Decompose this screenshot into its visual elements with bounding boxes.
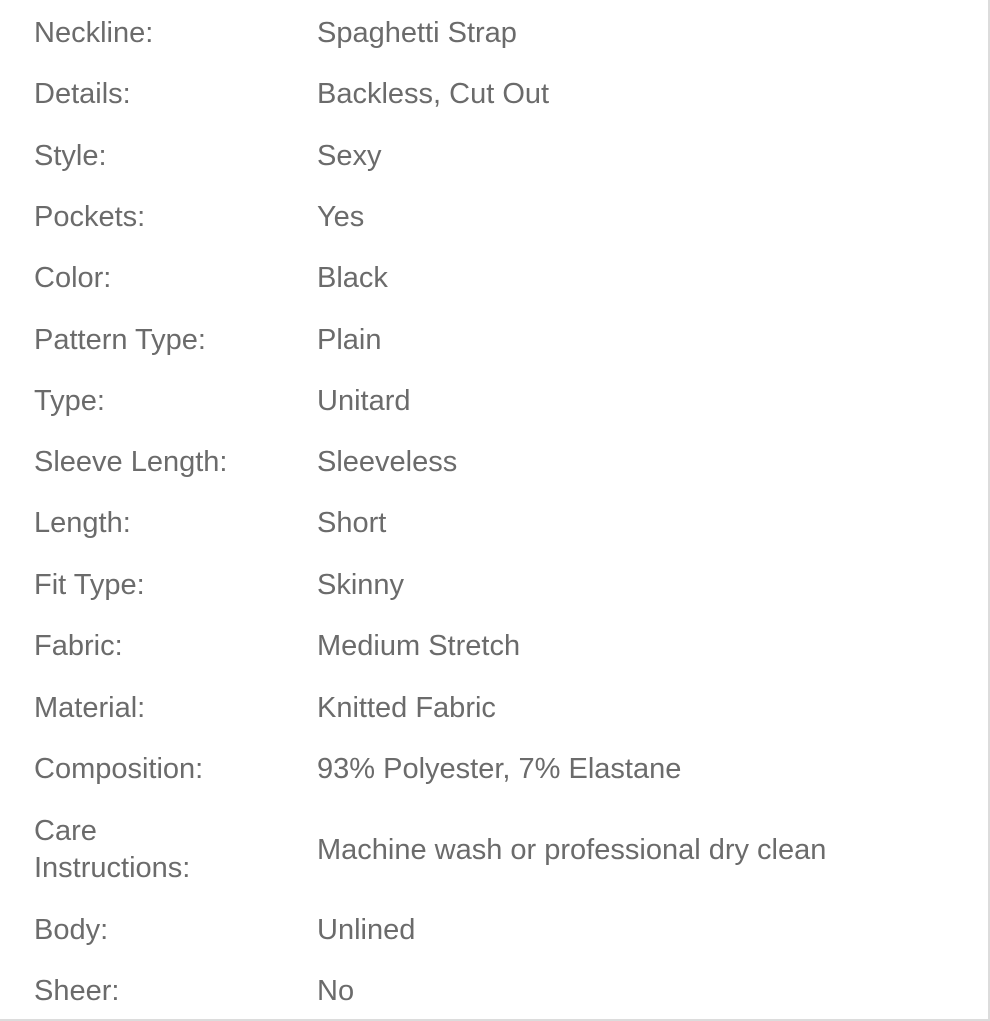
spec-label: Pockets: xyxy=(34,201,146,233)
spec-value: Sexy xyxy=(317,140,382,172)
spec-label: Fabric: xyxy=(34,630,123,662)
spec-row-pattern-type xyxy=(0,322,988,359)
spec-value: Medium Stretch xyxy=(317,630,521,662)
spec-value: Spaghetti Strap xyxy=(317,17,517,49)
spec-label: Color: xyxy=(34,262,112,294)
spec-row-body xyxy=(0,912,988,949)
spec-row-neckline xyxy=(0,15,988,52)
spec-value: Machine wash or professional dry clean xyxy=(317,833,827,866)
spec-value: Sleeveless xyxy=(317,446,458,478)
spec-label: Details: xyxy=(34,78,131,110)
spec-label: Composition: xyxy=(34,753,204,785)
spec-value: Short xyxy=(317,507,387,539)
spec-label: Fit Type: xyxy=(34,569,145,601)
spec-label: Neckline: xyxy=(34,17,154,49)
spec-row-style xyxy=(0,138,988,175)
spec-value: 93% Polyester, 7% Elastane xyxy=(317,753,682,785)
spec-value: Unitard xyxy=(317,385,411,417)
spec-row-length xyxy=(0,505,988,542)
spec-label: Type: xyxy=(34,385,105,417)
spec-row-fit-type xyxy=(0,567,988,604)
spec-label: Material: xyxy=(34,692,146,724)
spec-row-sheer xyxy=(0,973,988,1010)
spec-row-type xyxy=(0,383,988,420)
spec-value: Plain xyxy=(317,324,382,356)
spec-value: Backless, Cut Out xyxy=(317,78,550,110)
spec-row-sleeve-length xyxy=(0,444,988,481)
spec-row-pockets xyxy=(0,199,988,236)
spec-value: Black xyxy=(317,262,388,294)
spec-value: Knitted Fabric xyxy=(317,692,496,724)
spec-value: Skinny xyxy=(317,569,405,601)
spec-value: Unlined xyxy=(317,914,416,946)
spec-label: Body: xyxy=(34,914,109,946)
spec-label: Sleeve Length: xyxy=(34,446,228,478)
spec-row-composition xyxy=(0,751,988,788)
spec-value: Yes xyxy=(317,201,365,233)
spec-label: Style: xyxy=(34,140,107,172)
spec-row-care-instructions xyxy=(0,812,988,888)
spec-row-details xyxy=(0,76,988,113)
spec-label: Care Instructions: xyxy=(34,815,191,884)
spec-value: No xyxy=(317,975,355,1007)
spec-row-material xyxy=(0,690,988,727)
spec-label: Sheer: xyxy=(34,975,120,1007)
spec-label: Pattern Type: xyxy=(34,324,206,356)
spec-row-color xyxy=(0,260,988,297)
spec-row-fabric xyxy=(0,628,988,665)
spec-label: Length: xyxy=(34,507,131,539)
